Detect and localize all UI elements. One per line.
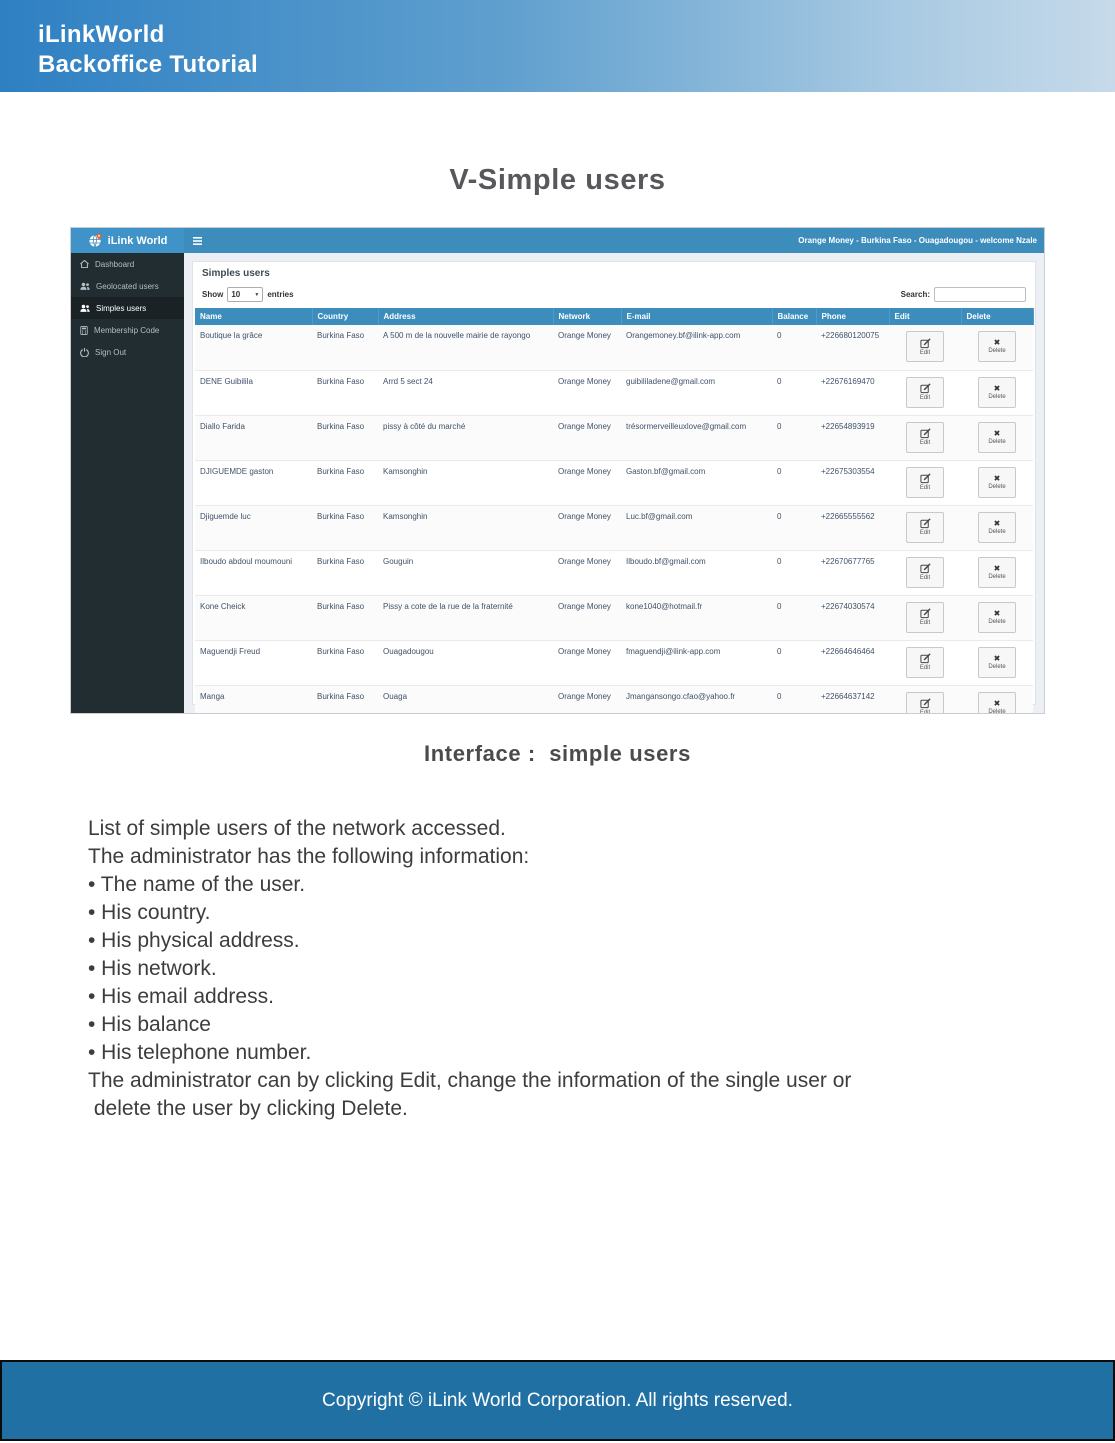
simples-users-panel (192, 261, 1036, 714)
delete-button-label: Delete (988, 663, 1006, 670)
col-header-phone[interactable]: Phone (816, 308, 889, 325)
app-logo[interactable] (71, 228, 184, 253)
sidebar-item-label: Dashboard (95, 259, 135, 269)
body-line: • His physical address. (88, 929, 300, 952)
pencil-square-icon (920, 608, 931, 619)
cell-balance: 0 (772, 460, 816, 505)
col-header-network[interactable]: Network (553, 308, 621, 325)
page-title: V-Simple users (449, 164, 666, 196)
col-header-email[interactable]: E-mail (621, 308, 772, 325)
body-line: • His balance (88, 1013, 211, 1036)
close-icon: ✖ (993, 518, 1001, 528)
cell-balance: 0 (772, 640, 816, 685)
body-line: • His telephone number. (88, 1041, 312, 1064)
document-header-line2: Backoffice Tutorial (38, 51, 258, 78)
edit-button-label: Edit (919, 665, 931, 671)
body-text (88, 815, 1115, 1123)
cell-address: Gouguin (378, 550, 553, 595)
cell-name: Diallo Farida (195, 415, 312, 460)
edit-button-label: Edit (919, 530, 931, 536)
document-header (0, 0, 1115, 92)
cell-network: Orange Money (553, 325, 621, 370)
cell-address: Pissy a cote de la rue de la fraternité (378, 595, 553, 640)
delete-button[interactable] (978, 467, 1016, 498)
close-icon: ✖ (993, 608, 1001, 618)
delete-button-label: Delete (988, 618, 1006, 625)
edit-button-label: Edit (919, 710, 931, 714)
col-header-edit: Edit (889, 308, 961, 325)
search-input[interactable] (934, 287, 1026, 302)
edit-button[interactable] (906, 647, 944, 678)
cell-phone: +22675303554 (816, 460, 889, 505)
cell-address: pissy à côté du marché (378, 415, 553, 460)
cell-email: Gaston.bf@gmail.com (621, 460, 772, 505)
col-header-delete: Delete (961, 308, 1033, 325)
sidebar-item-label: Geolocated users (96, 281, 159, 291)
cell-phone: +22676169470 (816, 370, 889, 415)
cell-email: Jmangansongo.cfao@yahoo.fr (621, 685, 772, 714)
cell-address: A 500 m de la nouvelle mairie de rayongo (378, 325, 553, 370)
col-header-country[interactable]: Country (312, 308, 378, 325)
edit-button[interactable] (906, 377, 944, 408)
cell-balance: 0 (772, 415, 816, 460)
sidebar-item-membership-code[interactable] (71, 319, 184, 341)
table-row (195, 505, 1033, 550)
cell-balance: 0 (772, 685, 816, 714)
globe-pin-icon (88, 233, 103, 248)
cell-network: Orange Money (553, 505, 621, 550)
delete-button[interactable] (978, 422, 1016, 453)
document-header-line1: iLinkWorld (38, 21, 165, 48)
delete-button-label: Delete (988, 528, 1006, 535)
delete-button[interactable] (978, 557, 1016, 588)
users-icon (80, 282, 90, 290)
edit-button[interactable] (906, 602, 944, 633)
cell-network: Orange Money (553, 460, 621, 505)
cell-network: Orange Money (553, 370, 621, 415)
cell-country: Burkina Faso (312, 550, 378, 595)
body-line: List of simple users of the network accessed. (88, 817, 506, 840)
delete-button-label: Delete (988, 483, 1006, 490)
cell-phone: +22674030574 (816, 595, 889, 640)
delete-button-label: Delete (988, 708, 1006, 714)
pencil-square-icon (920, 428, 931, 439)
sidebar-item-label: Simples users (96, 303, 147, 313)
cell-balance: 0 (772, 505, 816, 550)
body-line: The administrator can by clicking Edit, change the information of the single user or (88, 1069, 852, 1092)
table-row (195, 415, 1033, 460)
table-row (195, 685, 1033, 714)
table-row (195, 595, 1033, 640)
edit-button[interactable] (906, 467, 944, 498)
app-screenshot (70, 227, 1045, 714)
navbar-user-context: Orange Money - Burkina Faso - Ouagadougou - welcome Nzale (798, 236, 1037, 245)
cell-country: Burkina Faso (312, 370, 378, 415)
cell-country: Burkina Faso (312, 640, 378, 685)
document-footer (0, 1360, 1115, 1441)
cell-country: Burkina Faso (312, 325, 378, 370)
close-icon: ✖ (993, 338, 1001, 347)
delete-button[interactable] (978, 512, 1016, 543)
cell-phone: +226680120075 (816, 325, 889, 370)
delete-button[interactable] (978, 692, 1016, 715)
cell-name: Maguendji Freud (195, 640, 312, 685)
sidebar-item-geolocated-users[interactable] (71, 275, 184, 297)
figure-caption: Interface : simple users (424, 741, 691, 766)
table-row (195, 325, 1033, 370)
pencil-square-icon (920, 518, 931, 529)
sidebar-item-label: Membership Code (94, 325, 160, 335)
delete-button[interactable] (978, 331, 1016, 362)
close-icon: ✖ (993, 428, 1001, 438)
cell-email: kone1040@hotmail.fr (621, 595, 772, 640)
edit-button-label: Edit (919, 395, 931, 401)
cell-email: fmaguendji@ilink-app.com (621, 640, 772, 685)
show-label: Show (202, 290, 224, 299)
panel-title: Simples users (202, 268, 270, 279)
close-icon: ✖ (993, 698, 1001, 708)
pencil-square-icon (920, 563, 931, 574)
chevron-down-icon: ▼ (254, 291, 260, 298)
cell-network: Orange Money (553, 550, 621, 595)
delete-button[interactable] (978, 602, 1016, 633)
cell-name: Kone Cheick (195, 595, 312, 640)
table-row (195, 370, 1033, 415)
cell-balance: 0 (772, 595, 816, 640)
cell-balance: 0 (772, 325, 816, 370)
hamburger-icon (193, 237, 202, 245)
pencil-square-icon (920, 338, 931, 349)
cell-phone: +22665555562 (816, 505, 889, 550)
cell-network: Orange Money (553, 685, 621, 714)
cell-network: Orange Money (553, 415, 621, 460)
pencil-square-icon (920, 653, 931, 664)
cell-address: Kamsonghin (378, 505, 553, 550)
delete-button[interactable] (978, 377, 1016, 408)
cell-address: Ouaga (378, 685, 553, 714)
sidebar-item-simples-users[interactable] (71, 297, 184, 319)
cell-country: Burkina Faso (312, 505, 378, 550)
cell-name: DENE Guibilila (195, 370, 312, 415)
cell-email: trésormerveilleuxlove@gmail.com (621, 415, 772, 460)
cell-name: DJIGUEMDE gaston (195, 460, 312, 505)
app-content (184, 253, 1044, 713)
cell-name: Djiguemde luc (195, 505, 312, 550)
power-icon (80, 348, 89, 357)
page-size-select[interactable] (227, 287, 263, 302)
col-header-address[interactable]: Address (378, 308, 553, 325)
cell-address: Arrd 5 sect 24 (378, 370, 553, 415)
table-header-row (195, 308, 1033, 325)
entries-label: entries (267, 290, 294, 299)
cell-country: Burkina Faso (312, 415, 378, 460)
cell-name: Ilboudo abdoul moumouni (195, 550, 312, 595)
cell-country: Burkina Faso (312, 595, 378, 640)
edit-button-label: Edit (919, 349, 931, 356)
cell-name: Manga (195, 685, 312, 714)
sidebar-item-dashboard[interactable] (71, 253, 184, 275)
copyright-text: Copyright © iLink World Corporation. All rights reserved. (322, 1389, 793, 1411)
sidebar-toggle-button[interactable] (184, 228, 210, 253)
app-navbar (71, 228, 1044, 253)
body-line: The administrator has the following information: (88, 845, 530, 868)
users-icon (80, 304, 90, 312)
search-label: Search: (900, 290, 930, 299)
edit-button-label: Edit (919, 440, 931, 446)
delete-button-label: Delete (988, 348, 1006, 354)
pencil-square-icon (920, 383, 931, 394)
cell-email: Ilboudo.bf@gmail.com (621, 550, 772, 595)
body-line: • The name of the user. (88, 873, 306, 896)
edit-button-label: Edit (919, 620, 931, 626)
cell-name: Boutique la grâce (195, 325, 312, 370)
sidebar-item-label: Sign Out (95, 347, 127, 357)
app-sidebar (71, 253, 184, 714)
edit-button[interactable] (906, 557, 944, 588)
cell-email: Orangemoney.bf@ilink-app.com (621, 325, 772, 370)
pencil-square-icon (920, 473, 931, 484)
calculator-icon (80, 326, 88, 335)
table-controls (193, 284, 1035, 308)
delete-button-label: Delete (988, 573, 1006, 580)
cell-network: Orange Money (553, 595, 621, 640)
body-line: • His network. (88, 957, 217, 980)
cell-address: Kamsonghin (378, 460, 553, 505)
close-icon: ✖ (993, 383, 1001, 393)
close-icon: ✖ (993, 653, 1001, 663)
edit-button[interactable] (906, 512, 944, 543)
simples-users-table (195, 308, 1034, 714)
delete-button-label: Delete (988, 393, 1006, 400)
col-header-name[interactable]: Name (195, 308, 312, 325)
page-size-value: 10 (231, 290, 241, 299)
home-icon (80, 260, 89, 268)
body-line: • His country. (88, 901, 211, 924)
cell-address: Ouagadougou (378, 640, 553, 685)
sidebar-item-sign-out[interactable] (71, 341, 184, 363)
app-brand-label: iLink World (107, 234, 168, 247)
delete-button-label: Delete (988, 438, 1006, 445)
edit-button[interactable] (906, 692, 944, 715)
cell-email: guibililadene@gmail.com (621, 370, 772, 415)
table-row (195, 640, 1033, 685)
cell-email: Luc.bf@gmail.com (621, 505, 772, 550)
table-row (195, 460, 1033, 505)
edit-button[interactable] (906, 422, 944, 453)
col-header-balance[interactable]: Balance (772, 308, 816, 325)
edit-button[interactable] (906, 331, 944, 362)
cell-balance: 0 (772, 550, 816, 595)
cell-phone: +22664646464 (816, 640, 889, 685)
cell-country: Burkina Faso (312, 685, 378, 714)
table-row (195, 550, 1033, 595)
edit-button-label: Edit (919, 485, 931, 491)
body-line: delete the user by clicking Delete. (88, 1097, 408, 1120)
body-line: • His email address. (88, 985, 274, 1008)
close-icon: ✖ (993, 563, 1001, 573)
pencil-square-icon (920, 698, 931, 709)
cell-phone: +22664637142 (816, 685, 889, 714)
cell-country: Burkina Faso (312, 460, 378, 505)
edit-button-label: Edit (919, 575, 931, 581)
cell-network: Orange Money (553, 640, 621, 685)
cell-balance: 0 (772, 370, 816, 415)
close-icon: ✖ (993, 473, 1001, 483)
cell-phone: +22654893919 (816, 415, 889, 460)
delete-button[interactable] (978, 647, 1016, 678)
cell-phone: +22670677765 (816, 550, 889, 595)
